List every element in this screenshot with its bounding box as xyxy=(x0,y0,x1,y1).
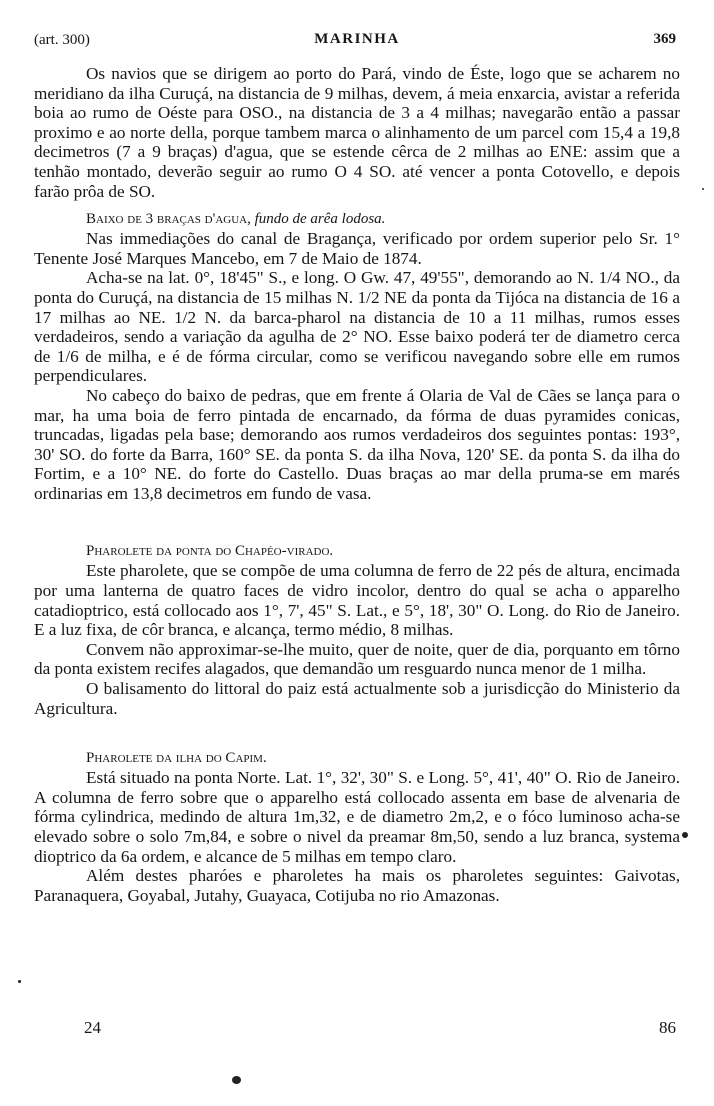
sheet-number: 86 xyxy=(659,1018,676,1037)
section-heading-ilha-capim: Pharolete da ilha do Capim. xyxy=(86,750,267,767)
page-number: 369 xyxy=(653,31,676,47)
running-title: MARINHA xyxy=(314,31,400,47)
paragraph-jurisdiction: O balisamento do littoral do paiz está actualmente sob a jurisdicção do Ministerio da Agricultura. xyxy=(34,679,680,718)
article-reference: (art. 300) xyxy=(34,32,90,48)
paragraph-pharolete-description: Este pharolete, que se compõe de uma columna de ferro de 22 pés de altura, encimada por uma lanterna de quatro faces de vidro incolor, dentro do qual se acha o apparelho catadioptrico, está collocado aos 1°, 7', 45" S. Lat., e 5°, 18', 30" O. Long. do Rio de Janeiro. E a luz fixa, de côr branca, e alcança, termo médio, 8 milhas. xyxy=(34,561,680,640)
paragraph-other-pharoletes: Além destes pharóes e pharoletes ha mais os pharoletes seguintes: Gaivotas, Paranaquera, Goyabal, Jutahy, Guayaca, Cotijuba no rio Amazonas. xyxy=(34,866,680,905)
ink-speck xyxy=(18,980,21,983)
paragraph-position: Acha-se na lat. 0°, 18'45" S., e long. O Gw. 47, 49'55", demorando ao N. 1/4 NO., da ponta do Curuçá, na distancia de 15 milhas N. 1/2 NE da ponta da Tijóca na distancia de 16 a 17 milhas ao NE. 1/2 N. da barca-pharol na distancia de 10 a 11 milhas, rumos esses verdadeiros, sendo a variação da agulha de 2° NO. Esse baixo poderá ter de diametro cerca de 1/6 de milha, e é de fórma circular, como se verificou navegando sobre elle em rumos perpendiculares. xyxy=(34,268,680,386)
heading-title: Baixo de 3 braças d'agua, xyxy=(86,211,251,228)
paragraph-survey: Nas immediações do canal de Bragança, verificado por ordem superior pelo Sr. 1° Tenente José Marques Mancebo, em 7 de Maio de 1874. xyxy=(34,229,680,268)
paragraph-navigation: Os navios que se dirigem ao porto do Pará, vindo de Éste, logo que se acharem no meridiano da ilha Curuçá, na distancia de 9 milhas, devem, á meia enxarcia, avistar a referida boia ao rumo de Oéste para OSO., na distancia de 3 a 4 milhas; navegarão então a passar proximo e ao norte della, porque tambem marca o alinhamento de um parcel com 15,4 a 19,8 decimetros (7 a 9 braças) d'agua, que se estende cêrca de 2 milhas ao ENE: assim que a tenhão montado, deverão seguir ao rumo O 4 SO. até vencer a ponta Cotovello, e depois farão prôa de SO. xyxy=(34,64,680,201)
paragraph-buoy: No cabeço do baixo de pedras, que em frente á Olaria de Val de Cães se lança para o mar, ha uma boia de ferro pintada de encarnado, da fórma de duas pyramides conicas, truncadas, ligadas pela base; demorando aos rumos verdadeiros dos seguintes pontas: 193°, 30' SO. do forte da Barra, 160° SE. da ponta S. da ilha Nova, 120' SE. da ponta S. da ilha do Fortim, e a 10° NE. do forte do Castello. Duas braças ao mar della pruma-se em marés ordinarias em 13,8 decimetros em fundo de vasa. xyxy=(34,385,680,503)
ink-speck xyxy=(702,188,704,190)
ink-speck xyxy=(232,1076,241,1084)
heading-subtitle: fundo de arêa lodosa. xyxy=(254,211,386,228)
paragraph-warning: Convem não approximar-se-lhe muito, quer de noite, quer de dia, porquanto em tôrno da ponta existem recifes alagados, que demandão um resguardo nunca menor de 1 milha. xyxy=(34,639,680,679)
signature-number: 24 xyxy=(84,1018,101,1037)
ink-speck xyxy=(682,832,688,838)
section-heading-baixo xyxy=(34,209,680,229)
section-heading-chapeo-virado: Pharolete da ponta do Chapéo-virado. xyxy=(86,543,334,560)
body-text xyxy=(34,64,680,905)
paragraph-capim-description: Está situado na ponta Norte. Lat. 1°, 32', 30" S. e Long. 5°, 41', 40" O. Rio de Janeiro. A columna de ferro sobre que o apparelho está collocado assenta em base de alvenaria de fórma cylindrica, medindo de altura 1m,32, e de diametro 2m,2, e o fóco luminoso acha-se elevado sobre o solo 7m,84, e sobre o nivel da preamar 8m,50, sendo a luz branca, systema dioptrico da 6a ordem, e alcance de 5 milhas em tempo claro. xyxy=(34,768,680,866)
